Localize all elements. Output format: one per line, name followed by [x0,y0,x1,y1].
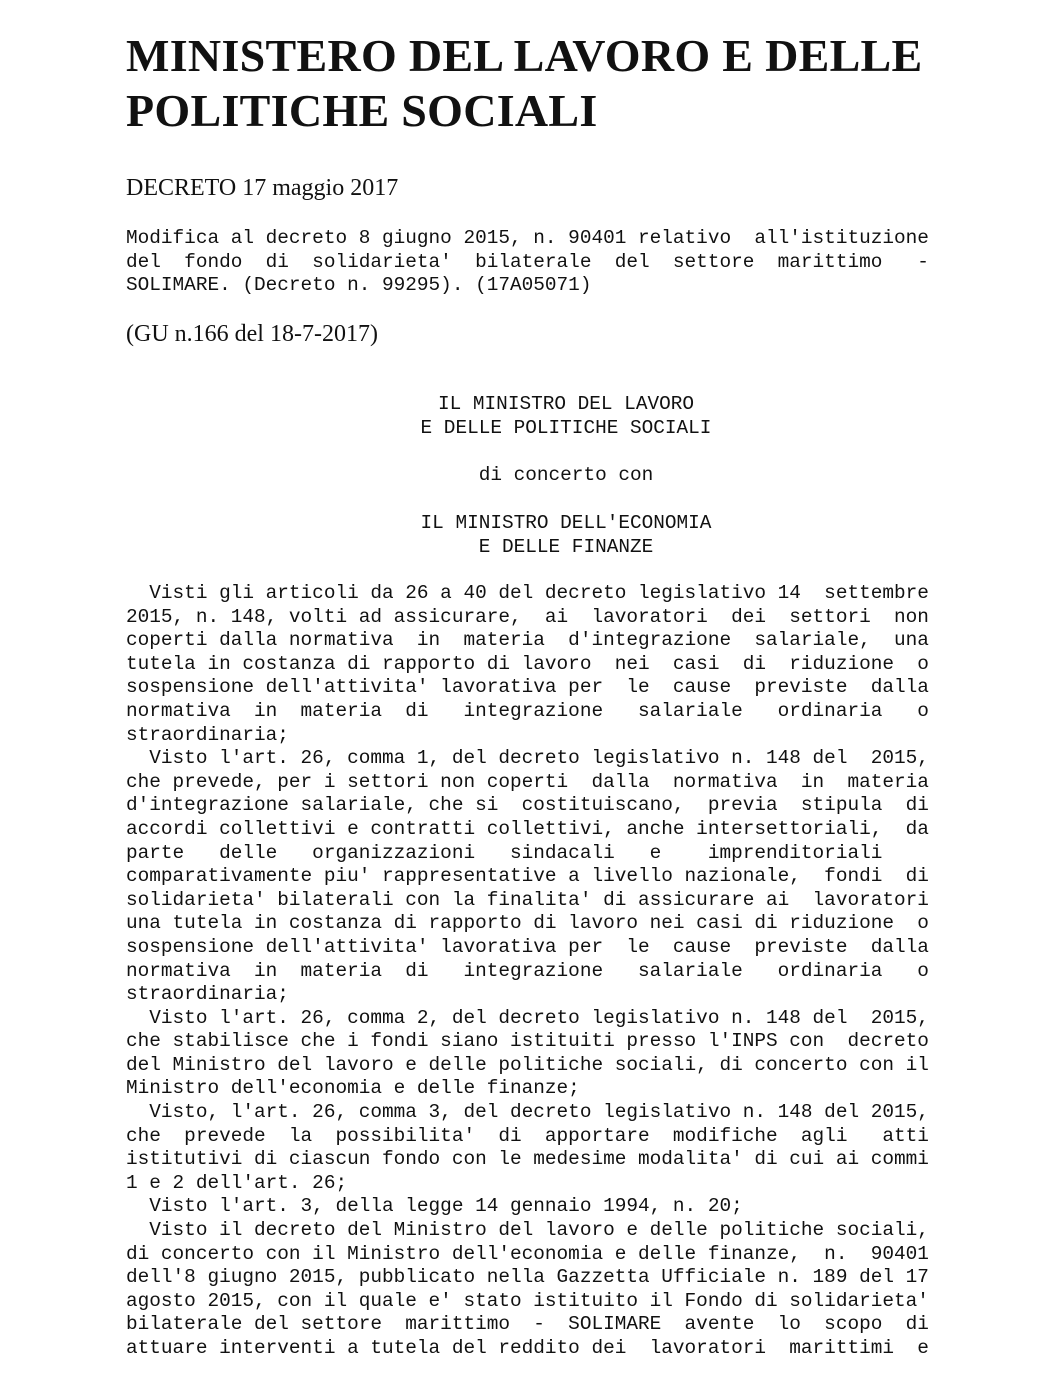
ministry-title-line-2: POLITICHE SOCIALI [126,85,598,136]
minister-heading-labour [126,393,1006,440]
minister-heading-economy [126,512,1006,559]
gazette-reference: (GU n.166 del 18-7-2017) [126,321,378,347]
decree-subject: Modifica al decreto 8 giugno 2015, n. 90401 relativo all'istituzione del fondo di solidarieta' bilaterale del settore marittimo - SOLIMARE. (Decreto n. 99295). (17A05071) [126,227,929,297]
concert-heading-text: di concerto con [478,464,654,486]
ministry-title [126,0,1006,138]
minister-heading-labour-text: IL MINISTRO DEL LAVORO E DELLE POLITICHE SOCIALI [420,393,712,439]
ministry-title-line-1: MINISTERO DEL LAVORO E DELLE [126,30,923,81]
decree-title: DECRETO 17 maggio 2017 [126,175,399,201]
minister-heading-economy-text: IL MINISTRO DELL'ECONOMIA E DELLE FINANZE [420,512,712,558]
document-page [126,0,1006,1359]
concert-heading [126,464,1006,488]
decree-body-text: Visti gli articoli da 26 a 40 del decreto legislativo 14 settembre 2015, n. 148, volti ad assicurare, ai lavoratori dei settori non coperti dalla normativa in materia d'integrazione salariale, una tutela in costanza di rapporto di lavoro nei casi di riduzione o sospensione dell'attivita' lavorativa per le cause previste dalla normativa in materia di integrazione salariale ordinaria o straordinaria; Visto l'art. 26, comma 1, del decreto legislativo n. 148 del 2015, che prevede, per i settori non coperti dalla normativa in materia d'integrazione salariale, che si costituiscano, previa stipula di accordi collettivi e contratti collettivi, anche intersettoriali, da parte delle organizzazioni sindacali e imprenditoriali comparativamente piu' rappresentative a livello nazionale, fondi di solidarieta' bilaterali con la finalita' di assicurare ai lavoratori una tutela in costanza di rapporto di lavoro nei casi di riduzione o sospensione dell'attivita' lavorativa per le cause previste dalla normativa in materia di integrazione salariale ordinaria o straordinaria; Visto l'art. 26, comma 2, del decreto legislativo n. 148 del 2015, che stabilisce che i fondi siano istituiti presso l'INPS con decreto del Ministro del lavoro e delle politiche sociali, di concerto con il Ministro dell'economia e delle finanze; Visto, l'art. 26, comma 3, del decreto legislativo n. 148 del 2015, che prevede la possibilita' di apportare modifiche agli atti istitutivi di ciascun fondo con le medesime modalita' di cui ai commi 1 e 2 dell'art. 26; Visto l'art. 3, della legge 14 gennaio 1994, n. 20; Visto il decreto del Ministro del lavoro e delle politiche sociali, di concerto con il Ministro dell'economia e delle finanze, n. 90401 dell'8 giugno 2015, pubblicato nella Gazzetta Ufficiale n. 189 del 17 agosto 2015, con il quale e' stato istituito il Fondo di solidarieta' bilaterale del settore marittimo - SOLIMARE avente lo scopo di attuare interventi a tutela del reddito dei lavoratori marittimi e [126,582,929,1359]
